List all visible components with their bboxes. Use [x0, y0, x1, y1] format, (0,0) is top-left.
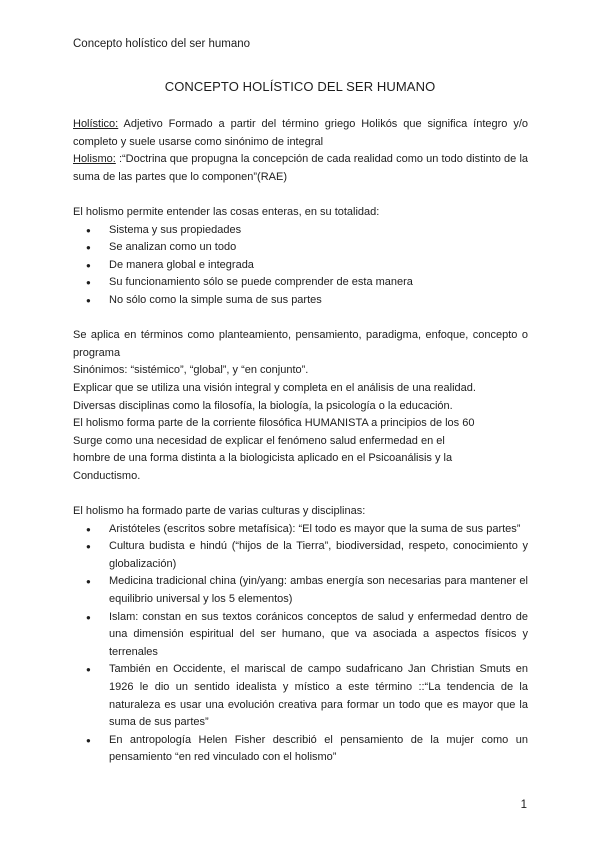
list-item: ● También en Occidente, el mariscal de campo sudafricano Jan Christian Smuts en 1926 le dio un sentido idealista y místico a este término ::“La tendencia de la naturaleza es usar una evolución creativa para formar un todo que es mayor que la suma de sus partes” — [73, 661, 528, 731]
running-header: Concepto holístico del ser humano — [73, 38, 251, 50]
definition-holistico-text: Adjetivo Formado a partir del término griego Holikós que significa íntegro y/o completo y suele usarse como sinónimo de integral — [73, 118, 528, 148]
definition-holismo-text: :“Doctrina que propugna la concepción de cada realidad como un todo distinto de la suma de las partes que lo componen”(RAE) — [73, 153, 528, 183]
list-item: ● Sistema y sus propiedades — [73, 222, 528, 240]
page-number: 1 — [520, 799, 527, 811]
document-body — [73, 116, 528, 767]
definition-holistico — [73, 116, 528, 151]
section3-list — [73, 521, 528, 767]
list-item: ● Su funcionamiento sólo se puede comprender de esta manera — [73, 274, 528, 292]
paragraph-line: Sinónimos: “sistémico”, “global”, y “en conjunto”. — [73, 364, 309, 377]
paragraph-line: Diversas disciplinas como la filosofía, la biología, la psicología o la educación. — [73, 399, 453, 412]
section3-intro: El holismo ha formado parte de varias culturas y disciplinas: — [73, 505, 366, 518]
paragraph-line: hombre de una forma distinta a la biologicista aplicado en el Psicoanálisis y la Conductismo. — [73, 452, 453, 482]
document-title: CONCEPTO HOLÍSTICO DEL SER HUMANO — [164, 79, 436, 94]
paragraph-line: El holismo forma parte de la corriente filosófica HUMANISTA a principios de los 60 — [73, 417, 475, 430]
section1-list — [73, 222, 528, 310]
term-holistico: Holístico: — [73, 118, 119, 130]
list-item: ● No sólo como la simple suma de sus partes — [73, 292, 528, 310]
paragraph-line: Surge como una necesidad de explicar el fenómeno salud enfermedad en el — [73, 434, 445, 447]
definition-holismo — [73, 151, 528, 186]
list-item: ● Se analizan como un todo — [73, 239, 528, 257]
list-item: ● De manera global e integrada — [73, 257, 528, 275]
list-item: ● Cultura budista e hindú (“hijos de la Tierra”, biodiversidad, respeto, conocimiento y globalización) — [73, 538, 528, 573]
list-item: ● Medicina tradicional china (yin/yang: ambas energía son necesarias para mantener el equilibrio universal y los 5 elementos) — [73, 573, 528, 608]
paragraph-line: Explicar que se utiliza una visión integral y completa en el análisis de una realidad. — [73, 381, 476, 394]
section1-intro: El holismo permite entender las cosas enteras, en su totalidad: — [73, 205, 380, 218]
list-item: ● Islam: constan en sus textos coránicos conceptos de salud y enfermedad dentro de una dimensión espiritual del ser humano, que va asociada a aspectos físicos y terrenales — [73, 609, 528, 662]
list-item: ● Aristóteles (escritos sobre metafísica): “El todo es mayor que la suma de sus partes” — [73, 521, 528, 539]
paragraph-line: Se aplica en términos como planteamiento, pensamiento, paradigma, enfoque, concepto o programa — [73, 329, 528, 359]
term-holismo: Holismo: — [73, 153, 116, 166]
list-item: ● En antropología Helen Fisher describió el pensamiento de la mujer como un pensamiento “en red vinculado con el holismo” — [73, 732, 528, 767]
